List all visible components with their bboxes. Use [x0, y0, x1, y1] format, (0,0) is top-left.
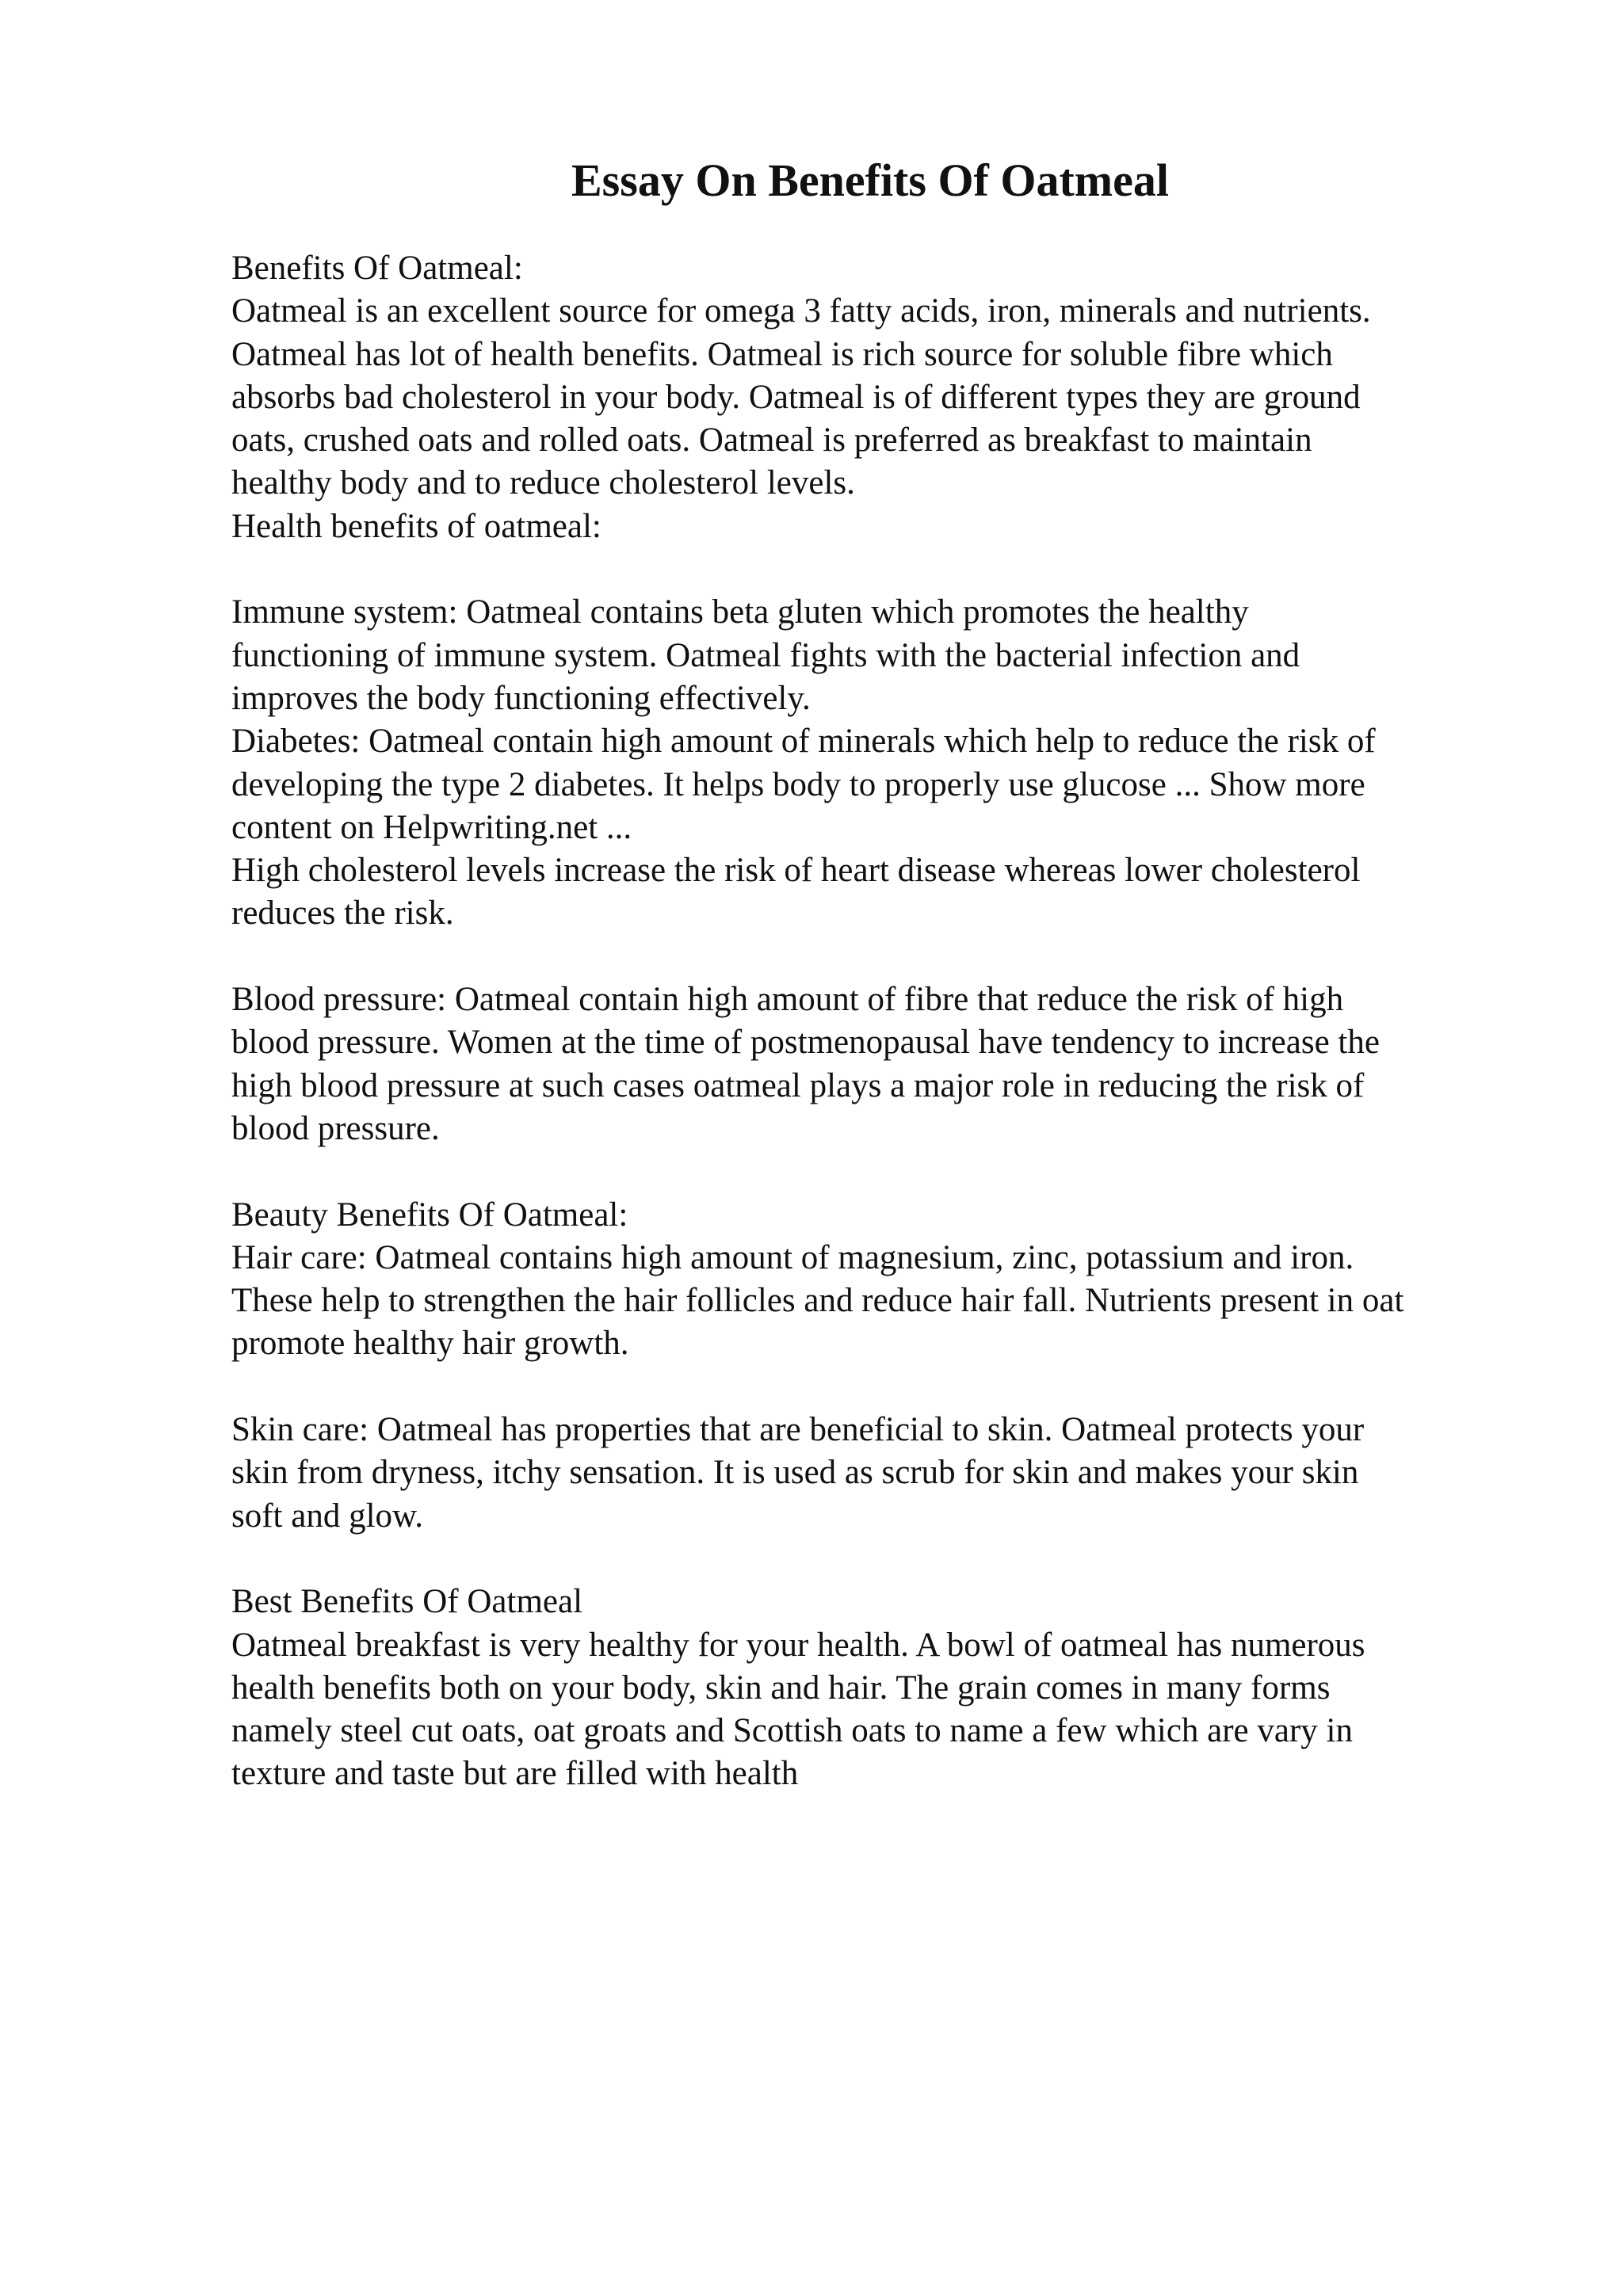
text-line: Benefits Of Oatmeal:	[231, 250, 523, 287]
text-line: blood pressure. Women at the time of postmenopausal have tendency to increase the	[231, 1024, 1380, 1062]
text-line: high blood pressure at such cases oatmeal plays a major role in reducing the risk of	[231, 1066, 1365, 1104]
text-line: oats, crushed oats and rolled oats. Oatmeal is preferred as breakfast to maintain	[231, 421, 1312, 460]
text-line: High cholesterol levels increase the risk of heart disease whereas lower cholesterol	[231, 852, 1361, 890]
page-title: Essay On Benefits Of Oatmeal	[571, 154, 1169, 206]
text-line: improves the body functioning effectively.	[231, 679, 811, 717]
text-line: absorbs bad cholesterol in your body. Oatmeal is of different types they are ground	[231, 378, 1361, 416]
paragraph-block	[231, 978, 1579, 1150]
text-line: Diabetes: Oatmeal contain high amount of minerals which help to reduce the risk of	[231, 723, 1376, 761]
text-line: Oatmeal is an excellent source for omega 3 fatty acids, iron, minerals and nutrients.	[231, 292, 1371, 330]
text-line: health benefits both on your body, skin and hair. The grain comes in many forms	[231, 1669, 1331, 1707]
text-line: Skin care: Oatmeal has properties that are beneficial to skin. Oatmeal protects your	[231, 1411, 1365, 1449]
text-line: namely steel cut oats, oat groats and Scottish oats to name a few which are vary in	[231, 1712, 1353, 1750]
text-line: Health benefits of oatmeal:	[231, 507, 601, 545]
text-line: Hair care: Oatmeal contains high amount of magnesium, zinc, potassium and iron.	[231, 1238, 1354, 1276]
text-line: These help to strengthen the hair follicles and reduce hair fall. Nutrients present in oat	[231, 1282, 1404, 1320]
text-line: Oatmeal breakfast is very healthy for your health. A bowl of oatmeal has numerous	[231, 1626, 1365, 1664]
paragraph-block	[231, 247, 1579, 548]
paragraph-gap	[231, 1366, 1579, 1409]
text-line: Oatmeal has lot of health benefits. Oatmeal is rich source for soluble fibre which	[231, 335, 1333, 373]
text-line: Beauty Benefits Of Oatmeal:	[231, 1196, 628, 1234]
document-body	[231, 247, 1579, 1796]
text-line: Best Benefits Of Oatmeal	[231, 1583, 583, 1621]
paragraph-gap	[231, 936, 1579, 978]
text-line: blood pressure.	[231, 1109, 440, 1147]
text-line: Immune system: Oatmeal contains beta gluten which promotes the healthy	[231, 593, 1249, 631]
text-line: reduces the risk.	[231, 894, 454, 933]
paragraph-block	[231, 1194, 1579, 1366]
text-line: developing the type 2 diabetes. It helps body to properly use glucose ... Show more	[231, 765, 1365, 803]
paragraph-block	[231, 591, 1579, 935]
paragraph-gap	[231, 1150, 1579, 1193]
paragraph-block	[231, 1581, 1579, 1795]
paragraph-gap	[231, 548, 1579, 591]
paragraph-block	[231, 1409, 1579, 1538]
text-line: soft and glow.	[231, 1497, 424, 1535]
text-line: content on Helpwriting.net ...	[231, 808, 632, 846]
text-line: promote healthy hair growth.	[231, 1325, 629, 1363]
text-line: healthy body and to reduce cholesterol levels.	[231, 464, 855, 502]
text-line: texture and taste but are filled with health	[231, 1755, 799, 1793]
text-line: functioning of immune system. Oatmeal fights with the bacterial infection and	[231, 636, 1300, 674]
text-line: skin from dryness, itchy sensation. It is used as scrub for skin and makes your skin	[231, 1454, 1359, 1492]
paragraph-gap	[231, 1538, 1579, 1581]
text-line: Blood pressure: Oatmeal contain high amount of fibre that reduce the risk of high	[231, 981, 1344, 1019]
